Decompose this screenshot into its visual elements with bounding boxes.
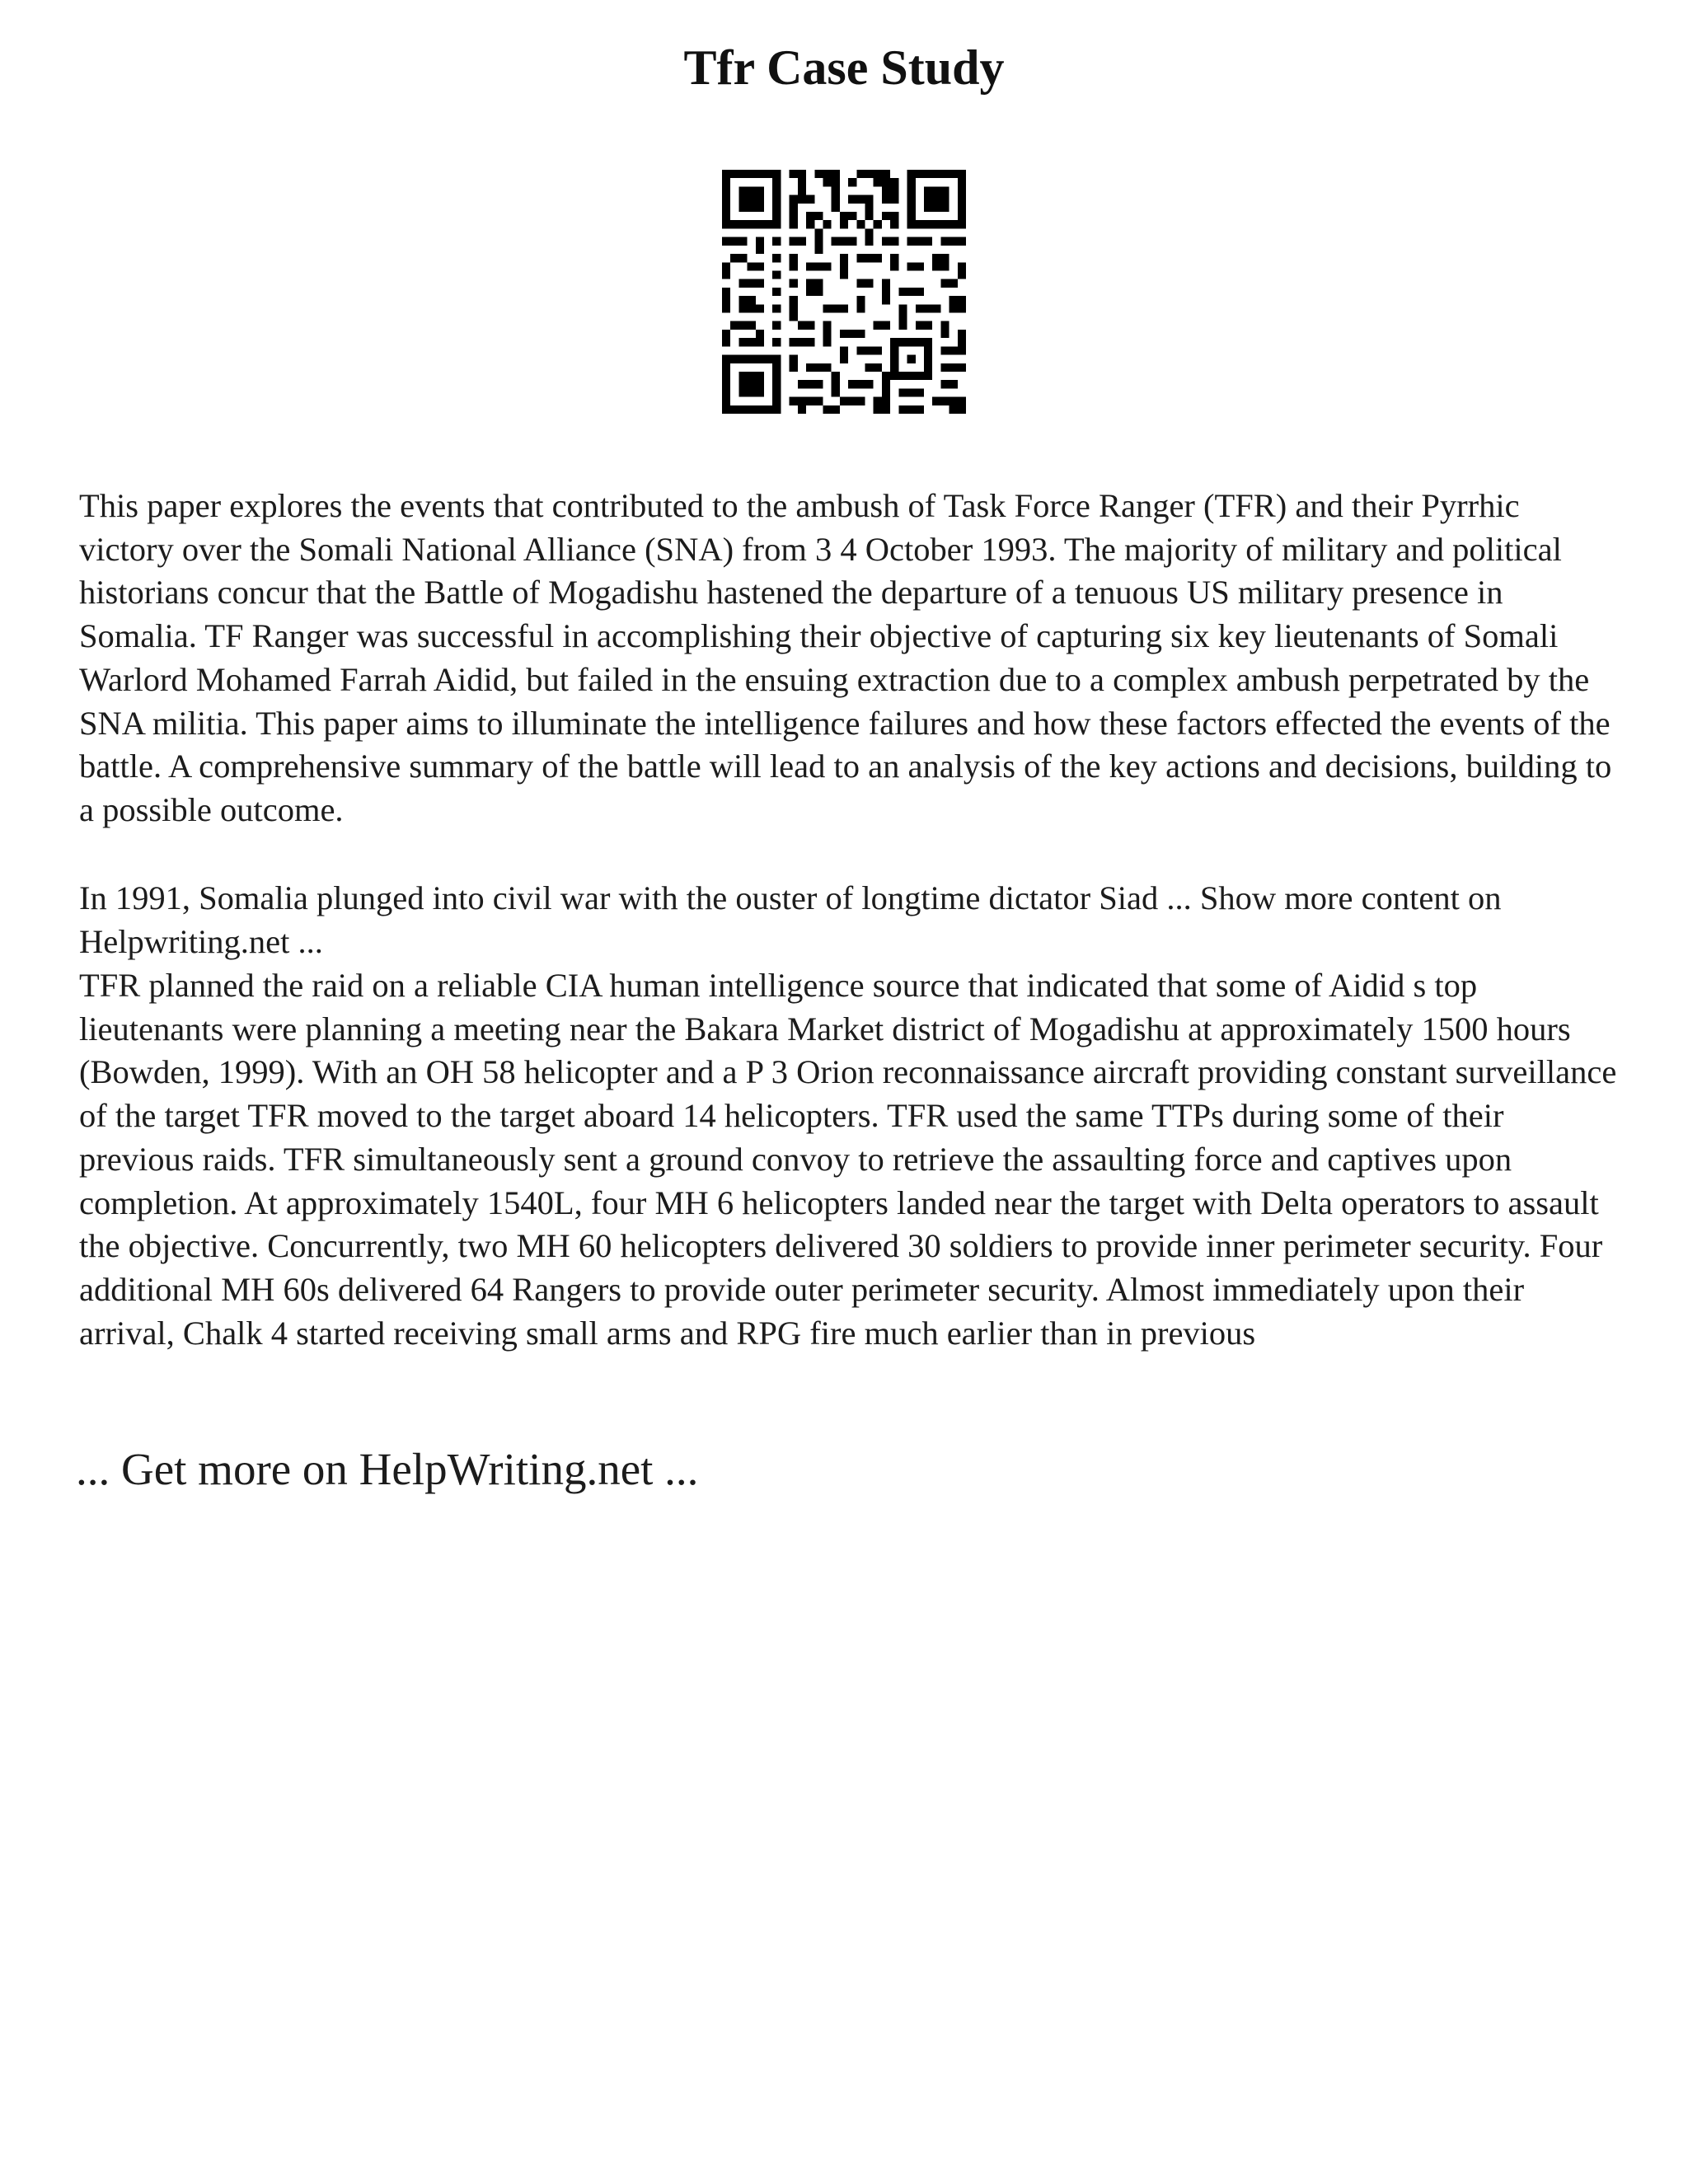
intro-paragraph: This paper explores the events that contributed to the ambush of Task Force Ranger (TFR) and their Pyrrhic victory over the Somali National Alliance (SNA) from 3 4 October 1993. The majority of military and political historians concur that the Battle of Mogadishu hastened the departure of a tenuous US military presence in Somalia. TF Ranger was successful in accomplishing their objective of capturing six key lieutenants of Somali Warlord Mohamed Farrah Aidid, but failed in the ensuing extraction due to a complex ambush perpetrated by the SNA militia. This paper aims to illuminate the intelligence failures and how these factors effected the events of the battle. A comprehensive summary of the battle will lead to an analysis of the key actions and decisions, building to a possible outcome. [79, 487, 1612, 828]
page-title: Tfr Case Study [683, 40, 1005, 95]
get-more-link[interactable]: ... Get more on HelpWriting.net ... [76, 1444, 699, 1494]
raid-paragraph: TFR planned the raid on a reliable CIA human intelligence source that indicated that some of Aidid s top lieutenants were planning a meeting near the Bakara Market district of Mogadishu at approximately 1500 hours (Bowden, 1999). With an OH 58 helicopter and a P 3 Orion reconnaissance aircraft providing constant surveillance of the target TFR moved to the target aboard 14 helicopters. TFR used the same TTPs during some of their previous raids. TFR simultaneously sent a ground convoy to retrieve the assaulting force and captives upon completion. At approximately 1540L, four MH 6 helicopters landed near the target with Delta operators to assault the objective. Concurrently, two MH 60 helicopters delivered 30 soldiers to provide inner perimeter security. Four additional MH 60s delivered 64 Rangers to provide outer perimeter security. Almost immediately upon their arrival, Chalk 4 started receiving small arms and RPG fire much earlier than in previous [79, 967, 1617, 1352]
background-paragraph: In 1991, Somalia plunged into civil war with the ouster of longtime dictator Siad ... Show more content on Helpwriting.net ... [79, 879, 1502, 960]
qr-code-icon [722, 170, 966, 414]
